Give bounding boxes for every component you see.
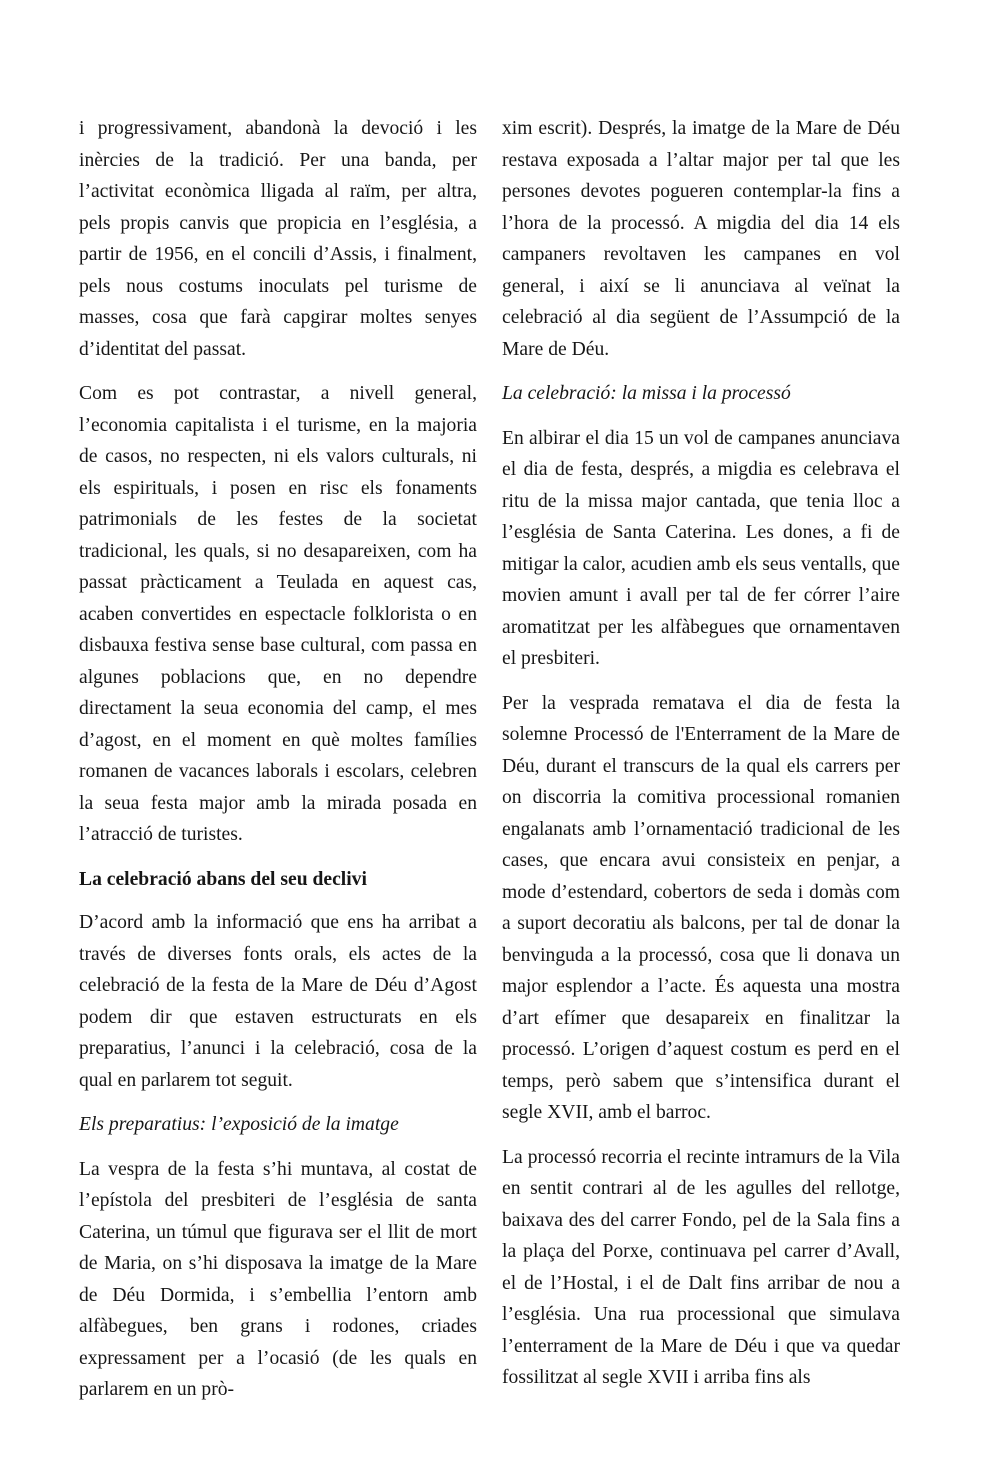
section-heading: La celebració abans del seu declivi <box>79 868 367 890</box>
body-paragraph: En albirar el dia 15 un vol de campanes anunciava el dia de festa, després, a migdia es celebrava el ritu de la missa major cantada, que tenia lloc a l’església de Santa Caterina. Les dones, a fi de mitigar la calor, acudien amb els seus ventalls, que movien amunt i avall per tal de fer córrer l’aire aromatitzat per les alfàbegues que ornamentaven el presbiteri. <box>502 427 900 669</box>
subsection-heading: Els preparatius: l’exposició de la imatge <box>79 1114 399 1135</box>
body-paragraph: La vespra de la festa s’hi muntava, al costat de l’epístola del presbiteri de l’església de santa Caterina, un túmul que figurava ser el llit de mort de Maria, on s’hi disposava la imatge de la Mare de Déu Dormida, i s’embellia l’entorn amb alfàbegues, ben grans i rodones, criades expressament per a l’ocasió (de les quals en parlarem en un prò- <box>79 1158 477 1400</box>
subsection-heading: La celebració: la missa i la processó <box>502 383 791 404</box>
body-paragraph: Com es pot contrastar, a nivell general, l’economia capitalista i el turisme, en la majoria de casos, no respecten, ni els valors culturals, ni els espirituals, i posen en risc els fonaments patrimonials de les festes de la societat tradicional, les quals, si no desapareixen, com ha passat pràcticament a Teulada en aquest cas, acaben convertides en espectacle folklorista o en disbauxa festiva sense base cultural, com passa en algunes poblacions que, en no dependre directament la seua economia del camp, el mes d’agost, en el moment en què moltes famílies romanen de vacances laborals i escolars, celebren la seua festa major amb la mirada posada en l’atracció de turistes. <box>79 383 477 845</box>
body-paragraph: La processó recorria el recinte intramurs de la Vila en sentit contrari al de les agulles del rellotge, baixava des del carrer Fondo, pel de la Sala fins a la plaça del Porxe, continuava pel carrer d’Avall, el de l’Hostal, i el de Dalt fins arribar de nou a l’església. Una rua processional que simulava l’enterrament de la Mare de Déu i que va quedar fossilitzat al segle XVII i arriba fins als <box>502 1146 900 1388</box>
body-paragraph: D’acord amb la informació que ens ha arribat a través de diverses fonts orals, els actes de la celebració de la festa de la Mare de Déu d’Agost podem dir que estaven estructurats en els preparatius, l’anunci i la celebració, cosa de la qual en parlarem tot seguit. <box>79 912 477 1091</box>
right-column <box>502 113 900 1407</box>
body-paragraph: xim escrit). Després, la imatge de la Mare de Déu restava exposada a l’altar major per tal que les persones devotes pogueren contemplar-la fins a l’hora de la processó. A migdia del dia 14 els campaners revoltaven les campanes en vol general, i així se li anunciava al veïnat la celebració al dia següent de l’Assumpció de la Mare de Déu. <box>502 118 900 360</box>
body-paragraph: i progressivament, abandonà la devoció i les inèrcies de la tradició. Per una banda, per l’activitat econòmica lligada al raïm, per altra, pels propis canvis que propicia en l’església, a partir de 1956, en el concili d’Assis, i finalment, pels nous costums inoculats pel turisme de masses, cosa que farà capgirar moltes senyes d’identitat del passat. <box>79 118 477 360</box>
left-column <box>79 113 477 1419</box>
body-paragraph: Per la vesprada rematava el dia de festa la solemne Processó de l'Enterrament de la Mare de Déu, durant el transcurs de la qual els carrers per on discorria la comitiva processional romanien engalanats amb l’ornamentació tradicional de les cases, que encara avui consisteix en penjar, a mode d’estendard, cobertors de seda i domàs com a suport decoratiu als balcons, per tal de donar la benvinguda a la processó, cosa que li donava un major esplendor a l’acte. És aquesta una mostra d’art efímer que desapareix en finalitzar la processó. L’origen d’aquest costum es perd en el temps, però sabem que s’intensifica durant el segle XVII, amb el barroc. <box>502 692 900 1123</box>
